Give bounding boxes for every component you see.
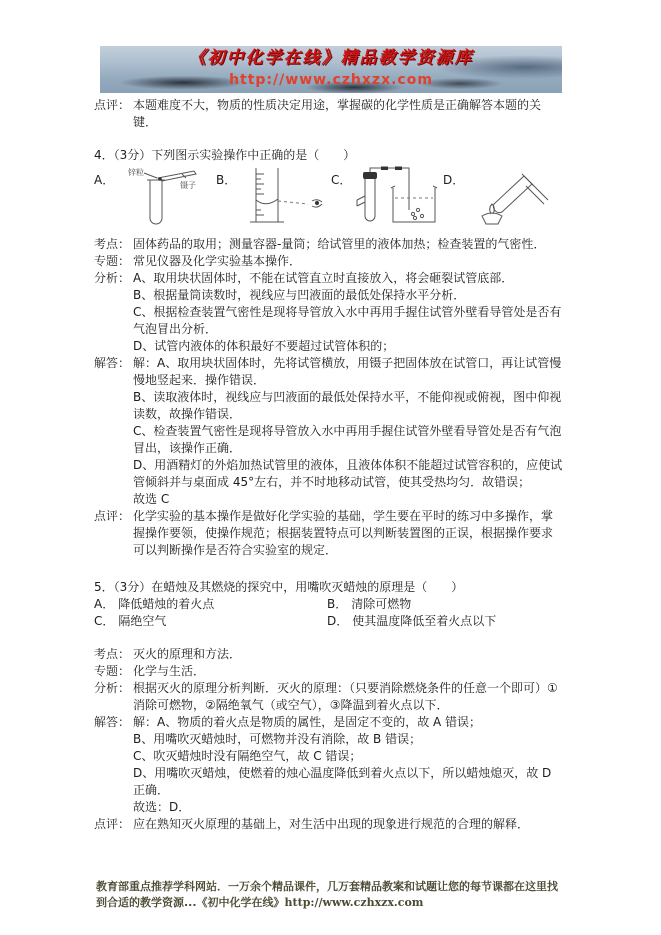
section-label: 考点： [94,237,131,251]
q5-option-a [94,596,327,613]
option-text: 降低蜡烛的着火点 [118,597,215,611]
q5-zhuanti [94,663,570,680]
q5-fenxi [94,680,570,714]
comment-text: 本题难度不大，物质的性质决定用途，掌握碳的化学性质是正确解答本题的关键． [133,98,542,129]
section-label: 分析： [94,681,131,695]
footer-url: http://www.czhxzx.com [284,896,424,909]
jieda-body [133,714,563,816]
q5-options-row1 [94,596,570,613]
section-label: 专题： [94,254,131,268]
q5-option-c [94,613,327,630]
q4-zhuanti [94,253,570,270]
jieda-line: B、读取液体时，视线应与凹液面的最低处保持水平，不能仰视或俯视，图中仰视读数，故操作错误． [133,390,562,421]
section-label: 点评： [94,817,131,831]
q5-option-d [327,613,496,630]
q4-option-b [216,166,331,228]
section-label: 解答： [94,356,131,370]
jieda-line: B、用嘴吹灭蜡烛时，可燃物并没有消除，故 B 错误； [133,732,422,746]
fenxi-text: 根据灭火的原理分析判断．灭火的原理：（只要消除燃烧条件的任意一个即可）①消除可燃物，②隔绝氧气（或空气），③降温到着火点以下． [133,681,558,712]
diagram-gas-tightness-check [351,166,441,228]
answer-line: 故选：D． [133,800,191,814]
diagram-heating-test-tube [464,166,552,228]
q4-dianping [94,508,570,559]
fenxi-line: B、根据量筒读数时，视线应与凹液面的最低处保持水平分析． [133,288,466,302]
zhuanti-text: 常见仪器及化学实验基本操作． [133,254,302,268]
tweezers-label: 镊子 [180,181,197,190]
q4-jieda [94,355,570,508]
jieda-line: 解：A、物质的着火点是物质的属性，是固定不变的，故 A 错误； [133,715,482,729]
question4-options [94,166,570,228]
option-text: 清除可燃物 [351,597,412,611]
page-footer [96,879,564,911]
kaodian-text: 固体药品的取用；测量容器-量筒；给试管里的液体加热；检查装置的气密性． [133,237,546,251]
option-key: D． [327,614,349,628]
q4-kaodian [94,236,570,253]
q5-kaodian [94,646,570,663]
question5-options [94,596,570,630]
option-key: C． [94,614,115,628]
jieda-line: D、用酒精灯的外焰加热试管里的液体，且液体体积不能超过试管容积的，应使试管倾斜并与桌面成 45°左右，并不时地移动试管，使其受热均匀．故错误； [133,458,563,489]
banner-title: 《初中化学在线》精品教学资源库 [188,48,474,68]
section-label: 点评： [94,98,131,112]
option-key: D． [443,173,465,187]
section-label: 点评： [94,509,131,523]
fenxi-body [133,270,563,355]
zhuanti-text: 化学与生活． [133,664,206,678]
footer-text: 教育部重点推荐学科网站．一万余个精品课件，几万套精品教案和试题让您的每节课都在这里找到合适的教学资源...《初中化学在线》 [96,880,558,909]
section-label: 考点： [94,647,131,661]
q5-dianping [94,816,570,833]
diagram-adding-solid-to-test-tube [114,166,214,228]
option-key: C． [331,173,352,187]
fenxi-line: C、根据检查装置气密性是现将导管放入水中再用手握住试管外壁看导管处是否有气泡冒出分析． [133,305,562,336]
option-text: 使其温度降低至着火点以下 [352,614,497,628]
jieda-line: 解：A、取用块状固体时，先将试管横放，用镊子把固体放在试管口，再让试管慢慢地竖起来．操作错误． [133,356,562,387]
jieda-line: C、吹灭蜡烛时没有隔绝空气，故 C 错误； [133,749,362,763]
fenxi-line: D、试管内液体的体积最好不要超过试管体积的； [133,339,395,353]
section-label: 分析： [94,271,131,285]
jieda-line: D、用嘴吹灭蜡烛，使燃着的烛心温度降低到着火点以下，所以蜡烛熄灭，故 D 正确． [133,766,552,797]
dianping-text: 化学实验的基本操作是做好化学实验的基础，学生要在平时的练习中多操作，掌握操作要领，使操作规范；根据装置特点可以判断装置图的正误，根据操作要求可以判断操作是否符合实验室的规定． [133,509,554,557]
jieda-line: C、检查装置气密性是现将导管放入水中再用手握住试管外壁看导管处是否有气泡冒出，该操作正确． [133,424,562,455]
q4-option-c [331,166,443,228]
option-key: B． [216,173,237,187]
option-key: A． [94,173,115,187]
dianping-text: 应在熟知灭火原理的基础上，对生活中出现的现象进行规范的合理的解释． [133,817,530,831]
fenxi-line: A、取用块状固体时，不能在试管直立时直接放入，将会砸裂试管底部． [133,271,514,285]
section-label: 解答： [94,715,131,729]
q5-options-row2 [94,613,570,630]
option-text: 隔绝空气 [118,614,167,628]
zinc-granule-label: 锌粒 [128,168,145,177]
jieda-body [133,355,563,508]
section-label: 专题： [94,664,131,678]
q5-option-b [327,596,411,613]
q4-option-a [94,166,216,228]
option-key: B． [327,597,348,611]
q4-fenxi [94,270,570,355]
option-key: A． [94,597,115,611]
answer-line: 故选 C [133,492,170,506]
prev-question-comment [94,97,570,131]
q5-jieda [94,714,570,816]
banner-url: http://www.czhxzx.com [229,72,433,88]
question5-stem: 5．（3分）在蜡烛及其燃烧的探究中，用嘴吹灭蜡烛的原理是（ ） [94,580,464,594]
question4-stem: 4．（3分）下列图示实验操作中正确的是（ ） [94,148,356,162]
site-banner [100,46,562,93]
q4-option-d [443,166,553,228]
diagram-graduated-cylinder-reading [236,166,328,228]
kaodian-text: 灭火的原理和方法． [133,647,242,661]
